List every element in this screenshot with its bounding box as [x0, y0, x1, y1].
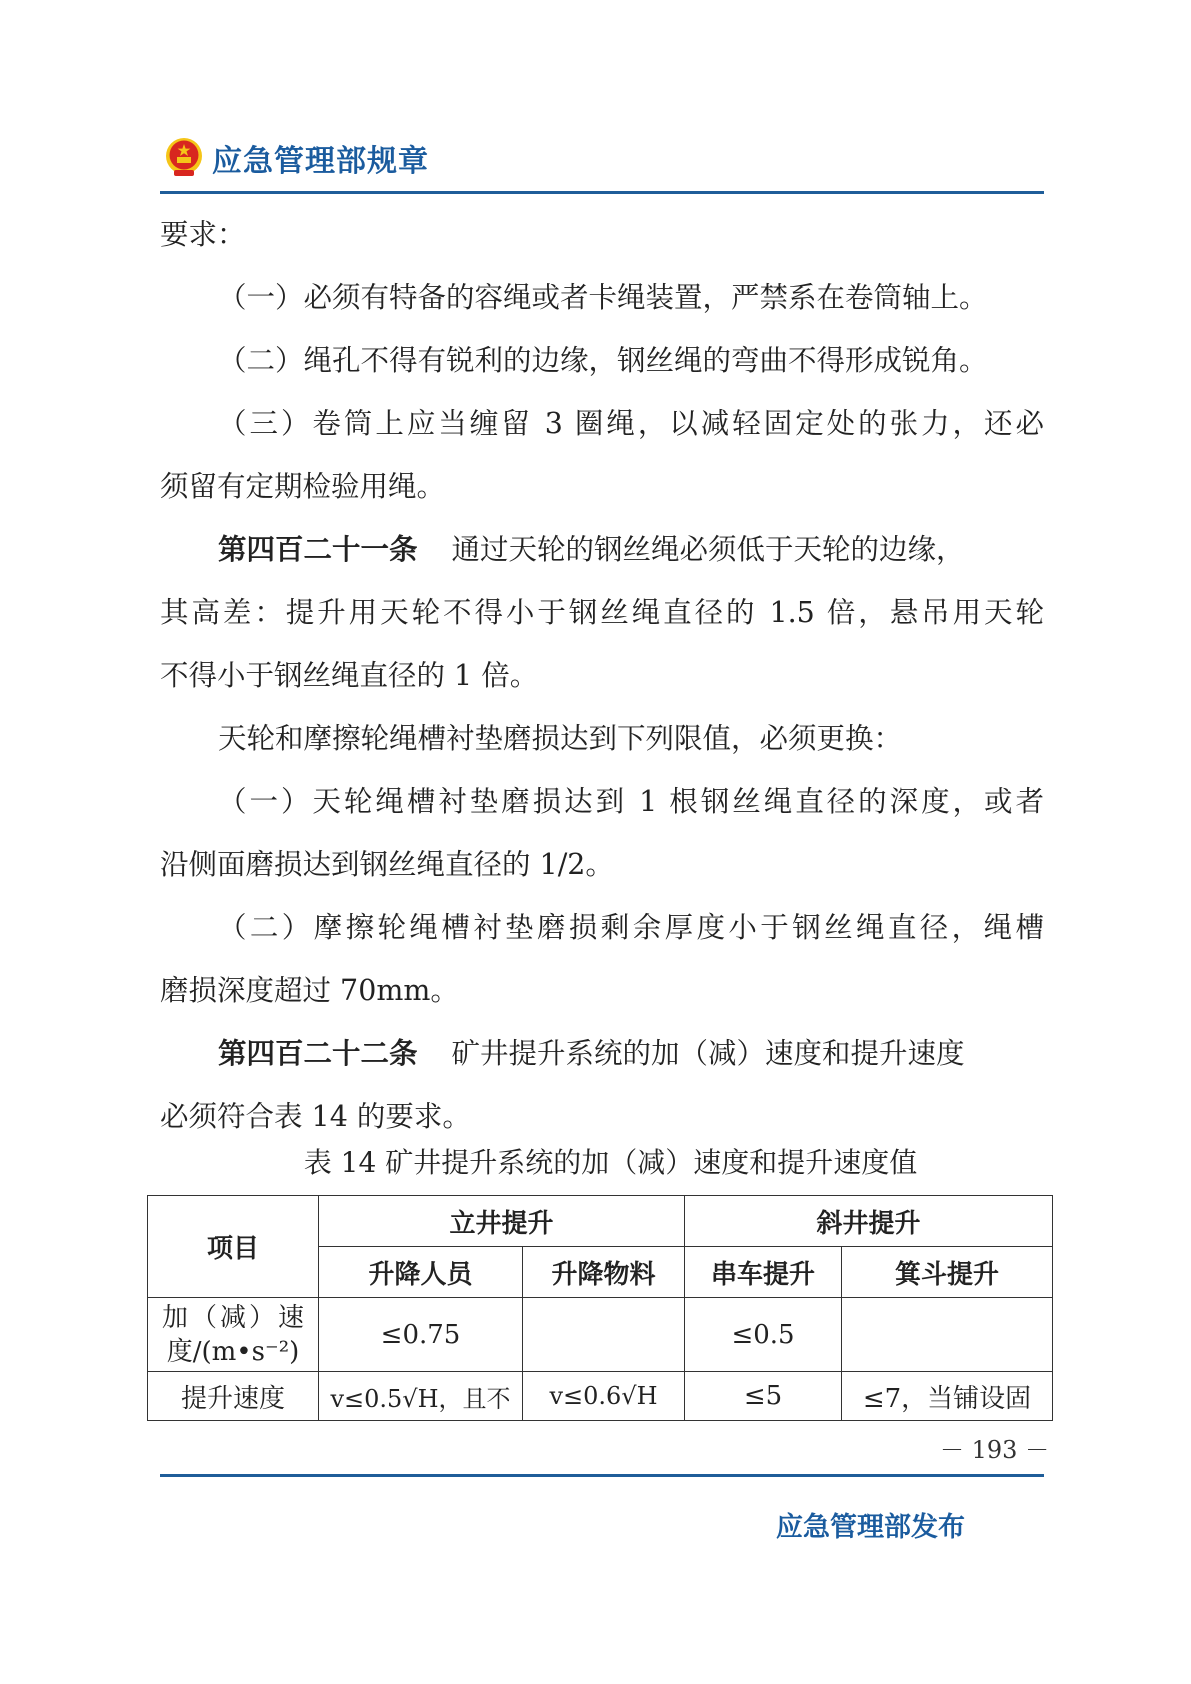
- table-header-row: [148, 1196, 1053, 1247]
- text-line: （二）摩擦轮绳槽衬垫磨损剩余厚度小于钢丝绳直径，绳槽: [218, 911, 1044, 944]
- article-422: [160, 1022, 1044, 1085]
- text-line: 磨损深度超过 70mm。: [160, 974, 459, 1007]
- footer-rule: [160, 1474, 1044, 1477]
- speed-table: [147, 1195, 1053, 1421]
- article-421: [160, 518, 1044, 581]
- subheader-cell: 串车提升: [685, 1247, 842, 1298]
- table-caption: 表 14 矿井提升系统的加（减）速度和提升速度值: [303, 1146, 918, 1179]
- text-line: 其高差：提升用天轮不得小于钢丝绳直径的 1.5 倍，悬吊用天轮: [160, 596, 1044, 629]
- page-number: － 193 －: [940, 1436, 1050, 1464]
- article-text: 矿井提升系统的加（减）速度和提升速度: [451, 1037, 965, 1070]
- text-line: 须留有定期检验用绳。: [160, 470, 446, 503]
- header-rule: [160, 191, 1044, 194]
- table-cell: v≤0.6√H: [523, 1372, 685, 1421]
- subheader-cell: 升降物料: [523, 1247, 685, 1298]
- table-cell: ≤0.5: [685, 1298, 842, 1372]
- label-line: 加（减）速: [162, 1302, 304, 1333]
- text-line: （一）必须有特备的容绳或者卡绳装置，严禁系在卷筒轴上。: [218, 281, 988, 314]
- table-row: [148, 1372, 1053, 1421]
- text-line: 沿侧面磨损达到钢丝绳直径的 1/2。: [160, 848, 614, 881]
- national-emblem-icon: [162, 136, 206, 180]
- footer-publisher: 应急管理部发布: [776, 1512, 965, 1543]
- text-line: （一）天轮绳槽衬垫磨损达到 1 根钢丝绳直径的深度，或者: [218, 785, 1044, 818]
- table-cell: ≤7，当铺设固: [842, 1372, 1053, 1421]
- text-line: 不得小于钢丝绳直径的 1 倍。: [160, 659, 539, 692]
- table-cell: v≤0.5√H，且不: [319, 1372, 523, 1421]
- table-row: [148, 1298, 1053, 1372]
- subheader-cell: 箕斗提升: [842, 1247, 1053, 1298]
- label-line: 度/(m•s⁻²): [166, 1336, 300, 1367]
- article-text: 通过天轮的钢丝绳必须低于天轮的边缘，: [451, 533, 965, 566]
- header-inclined-shaft: 斜井提升: [685, 1196, 1053, 1247]
- text-line: 必须符合表 14 的要求。: [160, 1100, 471, 1133]
- article-title: 第四百二十一条: [218, 533, 418, 566]
- page-header: [162, 128, 429, 188]
- row-label-acceleration: [148, 1298, 319, 1372]
- table-cell: [523, 1298, 685, 1372]
- header-vertical-shaft: 立井提升: [319, 1196, 685, 1247]
- article-title: 第四百二十二条: [218, 1037, 418, 1070]
- table-cell: ≤0.75: [319, 1298, 523, 1372]
- text-line: （三）卷筒上应当缠留 3 圈绳，以减轻固定处的张力，还必: [218, 407, 1044, 440]
- row-label-speed: 提升速度: [148, 1372, 319, 1421]
- document-body: [160, 203, 1044, 1148]
- table-cell: [842, 1298, 1053, 1372]
- header-title: 应急管理部规章: [212, 144, 429, 179]
- subheader-cell: 升降人员: [319, 1247, 523, 1298]
- header-item: 项目: [148, 1196, 319, 1298]
- text-line: 要求：: [160, 218, 246, 251]
- text-line: （二）绳孔不得有锐利的边缘，钢丝绳的弯曲不得形成锐角。: [218, 344, 988, 377]
- table-cell: ≤5: [685, 1372, 842, 1421]
- text-line: 天轮和摩擦轮绳槽衬垫磨损达到下列限值，必须更换：: [218, 722, 903, 755]
